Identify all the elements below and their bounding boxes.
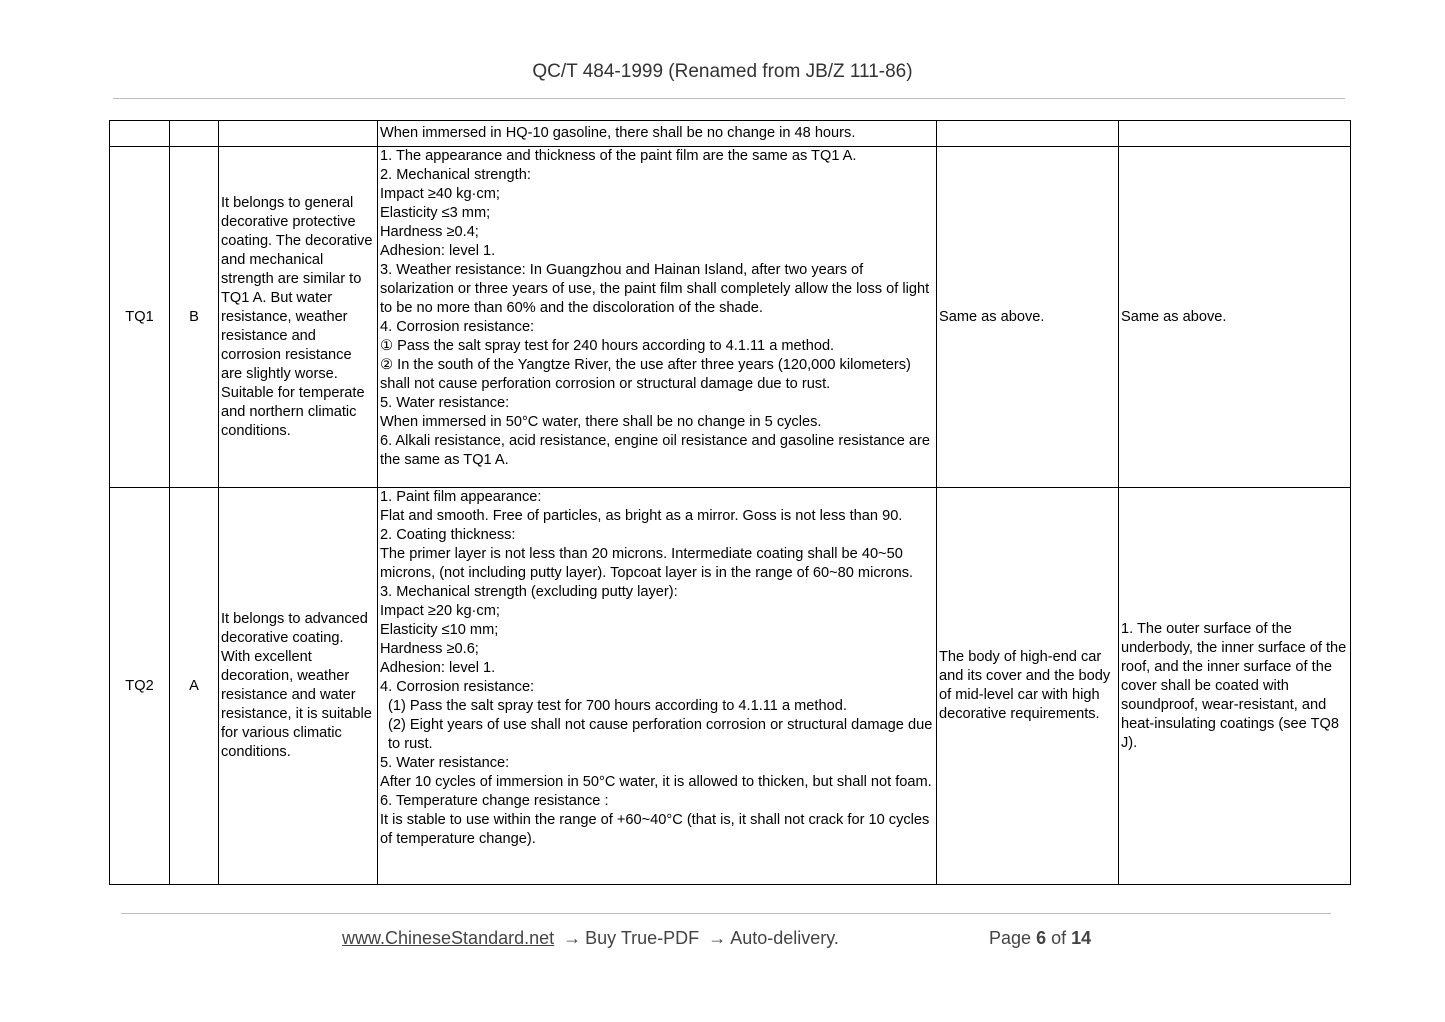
requirement-line: ② In the south of the Yangtze River, the use after three years (120,000 kilometers) shall not cause perforation corrosion or structural damage due to rust. — [380, 357, 911, 392]
requirement-line: Elasticity ≤3 mm; — [380, 205, 491, 221]
requirement-line: Adhesion: level 1. — [380, 243, 496, 259]
code-cell: TQ1 — [110, 147, 170, 488]
requirement-line: Hardness ≥0.4; — [380, 224, 479, 240]
requirement-line: 1. Paint film appearance: — [380, 489, 542, 505]
coating-spec-table — [109, 120, 1351, 885]
requirement-line: 6. Alkali resistance, acid resistance, engine oil resistance and gasoline resistance are the same as TQ1 A. — [380, 433, 931, 468]
grade-cell: B — [170, 147, 219, 488]
application-cell: The body of high-end car and its cover and the body of mid-level car with high decorative requirements. — [937, 488, 1119, 885]
requirement-line: 4. Corrosion resistance: — [380, 679, 535, 695]
requirement-line: 2. Coating thickness: — [380, 527, 516, 543]
requirement-line: 5. Water resistance: — [380, 755, 510, 771]
requirement-line: Elasticity ≤10 mm; — [380, 622, 499, 638]
requirement-line: 5. Water resistance: — [380, 395, 510, 411]
description-cell: It belongs to general decorative protective coating. The decorative and mechanical strength are similar to TQ1 A. But water resistance, weather resistance and corrosion resistance are slightly worse. Suitable for temperate and northern climatic conditions. — [219, 147, 378, 488]
application-cell — [937, 121, 1119, 147]
requirement-cell — [378, 121, 937, 147]
page-indicator — [989, 928, 1091, 949]
notes-cell: Same as above. — [1119, 147, 1351, 488]
requirement-line: 3. Weather resistance: In Guangzhou and Hainan Island, after two years of solarization or three years of use, the paint film shall completely allow the loss of light to be no more than 60% and the discoloration of the shade. — [380, 262, 930, 316]
requirement-line: When immersed in 50°C water, there shall be no change in 5 cycles. — [380, 414, 822, 430]
code-cell — [110, 121, 170, 147]
requirement-line: After 10 cycles of immersion in 50°C water, it is allowed to thicken, but shall not foam. — [380, 774, 932, 790]
grade-cell: A — [170, 488, 219, 885]
of-label: of — [1051, 928, 1067, 948]
requirement-line: 6. Temperature change resistance : — [380, 793, 609, 809]
requirement-line: Flat and smooth. Free of particles, as bright as a mirror. Goss is not less than 90. — [380, 508, 903, 524]
table-row-tq2-a — [110, 488, 1351, 885]
requirement-line: Adhesion: level 1. — [380, 660, 496, 676]
requirement-line: 3. Mechanical strength (excluding putty layer): — [380, 584, 678, 600]
buy-true-pdf-link[interactable]: Buy True-PDF — [585, 928, 700, 948]
auto-delivery-text: Auto-delivery. — [730, 928, 839, 948]
header-title: QC/T 484-1999 (Renamed from JB/Z 111-86) — [532, 61, 913, 82]
requirement-line: When immersed in HQ-10 gasoline, there shall be no change in 48 hours. — [380, 125, 856, 141]
notes-cell: 1. The outer surface of the underbody, the inner surface of the roof, and the inner surface of the cover shall be coated with soundproof, wear-resistant, and heat-insulating coatings (see TQ8 J). — [1119, 488, 1351, 885]
requirement-line: (1) Pass the salt spray test for 700 hours according to 4.1.11 a method. — [388, 698, 847, 714]
page-current: 6 — [1036, 928, 1047, 948]
requirement-line: 2. Mechanical strength: — [380, 167, 531, 183]
requirement-line: Impact ≥20 kg·cm; — [380, 603, 500, 619]
requirement-line: Impact ≥40 kg·cm; — [380, 186, 500, 202]
requirement-line: Hardness ≥0.6; — [380, 641, 479, 657]
requirement-cell — [378, 147, 937, 488]
description-cell: It belongs to advanced decorative coating. With excellent decoration, weather resistance and water resistance, it is suitable for various climatic conditions. — [219, 488, 378, 885]
grade-cell — [170, 121, 219, 147]
footer-links — [342, 928, 839, 949]
requirement-line: The primer layer is not less than 20 microns. Intermediate coating shall be 40~50 microns, (not including putty layer). Topcoat layer is in the range of 60~80 microns. — [380, 546, 914, 581]
arrow-right-icon: → — [708, 928, 727, 948]
header-divider — [113, 98, 1345, 99]
code-cell: TQ2 — [110, 488, 170, 885]
table-row-tq1-b — [110, 147, 1351, 488]
requirement-line: 1. The appearance and thickness of the paint film are the same as TQ1 A. — [380, 148, 857, 164]
notes-cell — [1119, 121, 1351, 147]
arrow-right-icon: → — [563, 928, 582, 948]
description-cell — [219, 121, 378, 147]
application-cell: Same as above. — [937, 147, 1119, 488]
document-header — [0, 61, 1445, 83]
requirement-line: (2) Eight years of use shall not cause perforation corrosion or structural damage due to rust. — [388, 717, 933, 752]
page-label: Page — [989, 928, 1032, 948]
requirement-line: It is stable to use within the range of +60~40°C (that is, it shall not crack for 10 cycles of temperature change). — [380, 812, 930, 847]
requirement-line: ① Pass the salt spray test for 240 hours according to 4.1.11 a method. — [380, 338, 835, 354]
page-total: 14 — [1071, 928, 1092, 948]
website-link[interactable]: www.ChineseStandard.net — [342, 928, 555, 948]
footer-divider — [121, 913, 1331, 914]
requirement-line: 4. Corrosion resistance: — [380, 319, 535, 335]
table-row-continuation — [110, 121, 1351, 147]
requirement-cell — [378, 488, 937, 885]
